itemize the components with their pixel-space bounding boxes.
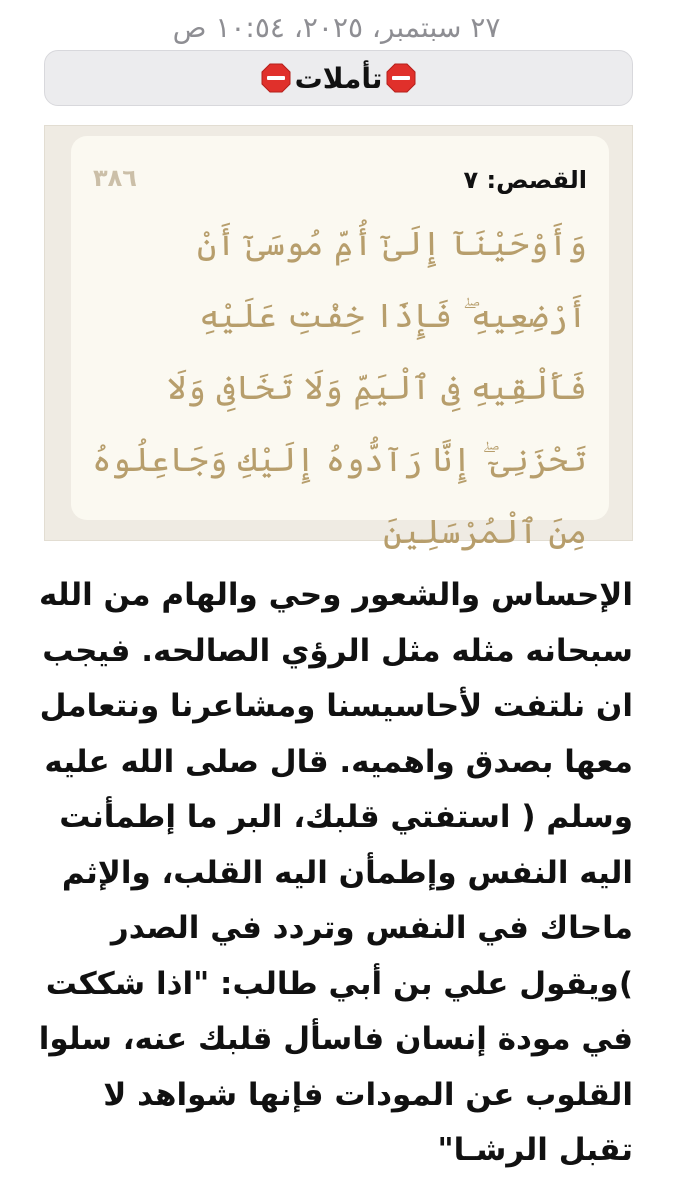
- verse-page-number: ٣٨٦: [93, 164, 137, 192]
- verse-card[interactable]: [71, 136, 609, 551]
- title-bar[interactable]: [44, 50, 633, 106]
- verse-reference: القصص: ٧: [463, 166, 587, 194]
- verse-text: وَأَوْحَيْنَآ إِلَىٰٓ أُمِّ مُوسَىٰٓ أَنْ أَرْضِعِيهِ ۖ فَإِذَا خِفْتِ عَلَيْهِ فَأَلْقِيهِ فِى ٱلْيَمِّ وَلَا تَخَافِى وَلَا تَحْزَنِىٓ ۖ إِنَّا رَآدُّوهُ إِلَيْكِ وَجَاعِلُوهُ مِنَ ٱلْمُرْسَلِينَ: [92, 224, 587, 551]
- page-title: تأملات: [294, 61, 383, 95]
- verse-image-frame: [44, 125, 633, 551]
- stop-sign-icon: [261, 63, 291, 93]
- stop-sign-icon: [386, 63, 416, 93]
- note-text: الإحساس والشعور وحي والهام من الله سبحانه مثله مثل الرؤي الصالحه. فيجب ان نلتفت لأحاسيسنا ومشاعرنا ونتعامل معها بصدق واهميه. قال صلى الله عليه وسلم ( استفتي قلبك، البر ما إطمأنت اليه النفس وإطمأن اليه القلب، والإثم ماحاك في النفس وتردد في الصدر )ويقول علي بن أبي طالب: "اذا شككت في مودة إنسان فاسأل قلبك عنه، سلوا القلوب عن المودات فإنها شواهد لا تقبل الرشـا": [38, 577, 633, 1168]
- title-content: [261, 62, 417, 95]
- timestamp: ٢٧ سبتمبر، ٢٠٢٥، ١٠:٥٤ ص: [172, 11, 501, 44]
